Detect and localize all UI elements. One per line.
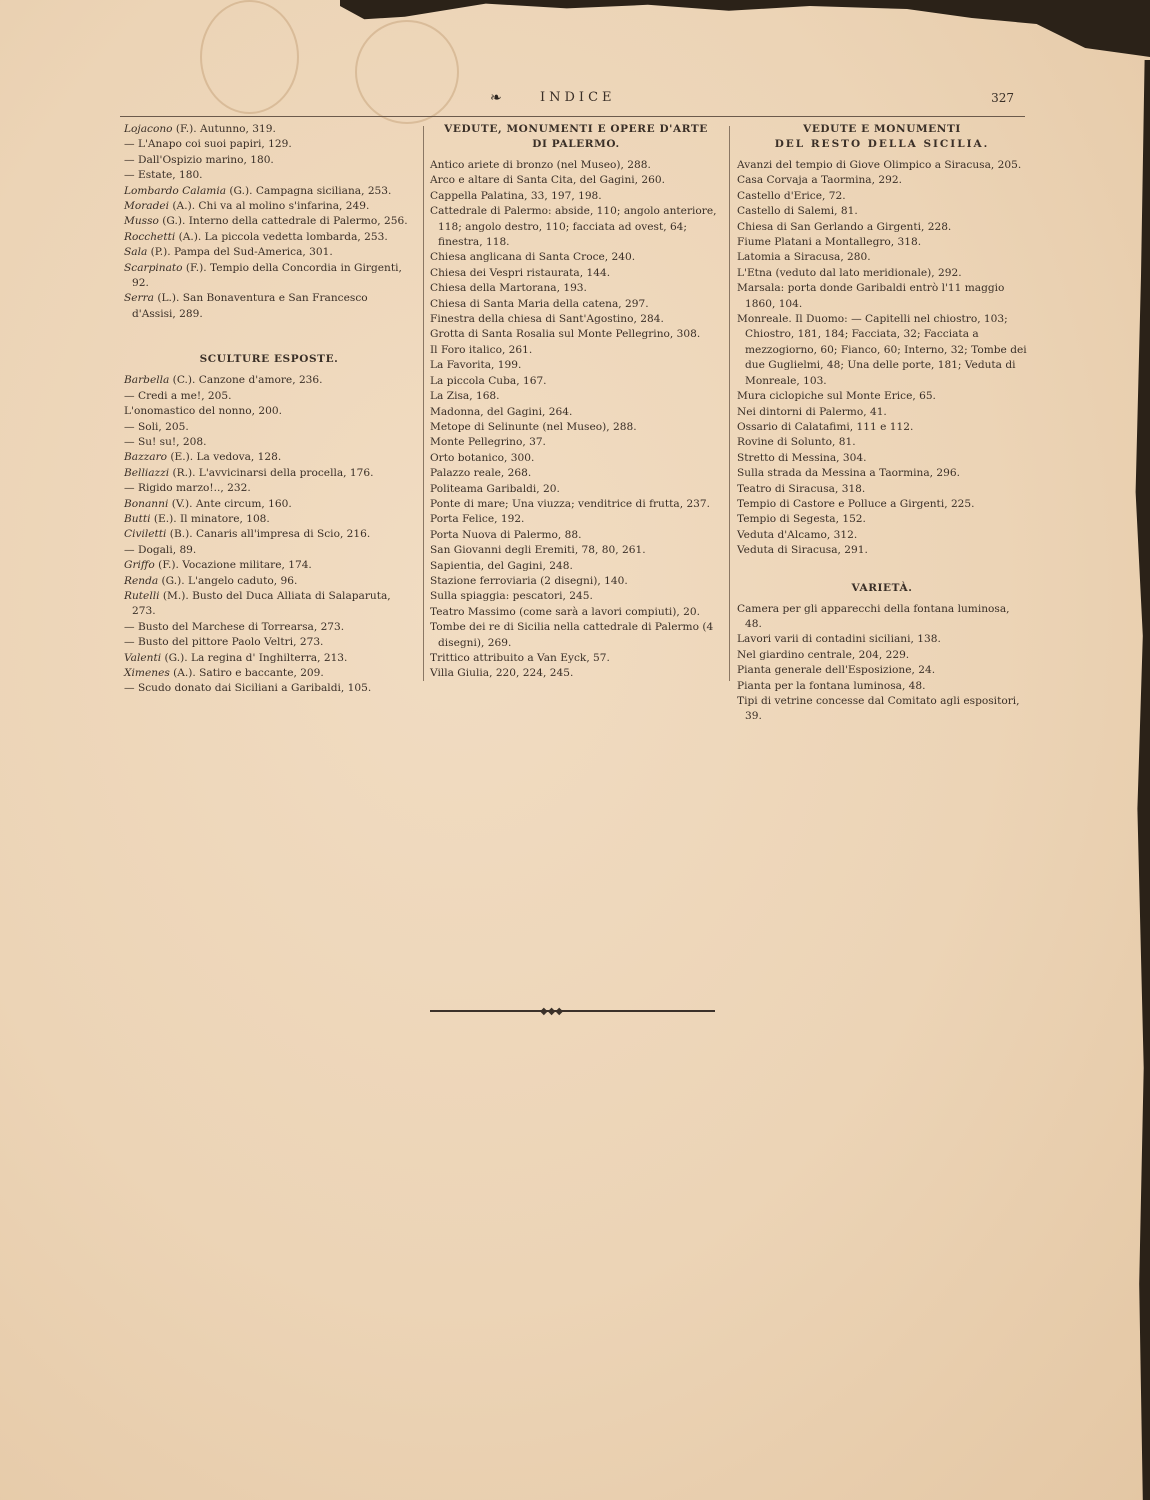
index-entry: Cattedrale di Palermo: abside, 110; angolo anteriore, 118; angolo destro, 110; facciata ad ovest, 64; finestra, 118. [430,205,717,249]
entry-text: (M.). Busto del Duca Alliata di Salaparuta, 273. [132,589,391,618]
index-entry [124,481,414,496]
index-entry [124,291,414,322]
entry-author: Griffo [124,559,155,572]
index-entry: Chiesa anglicana di Santa Croce, 240. [430,251,636,264]
index-entry [124,373,414,388]
index-entry: Ossario di Calatafimi, 111 e 112. [737,420,914,433]
entry-text: (L.). San Bonaventura e San Francesco d'Assisi, 289. [132,292,368,320]
index-entry [124,681,414,696]
index-entry: Castello di Salemi, 81. [737,205,858,218]
column-1 [124,122,414,697]
index-entry: La piccola Cuba, 167. [430,374,547,387]
entry-author: Bonanni [124,497,169,510]
index-entry: La Zisa, 168. [430,390,500,403]
index-entry: Orto botanico, 300. [430,451,535,464]
index-entry: Mura ciclopiche sul Monte Erice, 65. [737,390,936,403]
entry-text: (B.). Canaris all'impresa di Scio, 216. [166,528,371,541]
entry-text: — Scudo donato dai Siciliani a Garibaldi, 105. [124,682,372,695]
index-entry: Trittico attribuito a Van Eyck, 57. [430,652,610,664]
index-entry: Finestra della chiesa di Sant'Agostino, 284. [430,313,664,326]
entry-text: — Su! su!, 208. [124,435,207,448]
index-entry: Camera per gli apparecchi della fontana luminosa, 48. [737,602,1010,630]
entry-text: (G.). La regina d' Inghilterra, 213. [161,651,348,664]
page-number: 327 [991,91,1014,105]
index-entry: Chiesa della Martorana, 193. [430,282,587,295]
index-entry: Monreale. Il Duomo: — Capitelli nel chiostro, 103; Chiostro, 181, 184; Facciata, 32; Facciata a mezzogiorno, 60; Fianco, 60; Interno, 32; Tombe dei due Guglielmi, 48; Una delle porte, 181; Veduta di Monreale, 103. [737,313,1027,387]
index-entry: Sulla spiaggia: pescatori, 245. [430,590,593,603]
index-entry: Madonna, del Gagini, 264. [430,405,573,418]
index-entry [124,245,414,260]
index-entry: Antico ariete di bronzo (nel Museo), 288. [430,159,651,171]
entry-text: — Dogali, 89. [124,543,197,556]
torn-paper-edge-right [1132,60,1150,1500]
page-title: INDICE [540,90,616,105]
index-entry: Cappella Palatina, 33, 197, 198. [430,189,602,202]
index-entry [124,666,414,681]
index-entry: Nei dintorni di Palermo, 41. [737,405,887,418]
entry-text: — L'Anapo coi suoi papiri, 129. [124,138,292,151]
index-entry: Stretto di Messina, 304. [737,451,867,464]
entry-text: — Soli, 205. [124,420,189,433]
index-entry: Arco e altare di Santa Cita, del Gagini, 260. [430,174,665,187]
index-entry [124,466,414,481]
entry-text: (F.). Autunno, 319. [172,123,276,135]
index-entry: Ponte di mare; Una viuzza; venditrice di frutta, 237. [430,497,711,510]
index-entry [124,543,414,558]
entry-text: (F.). Tempio della Concordia in Girgenti, 92. [132,261,402,290]
index-entry: Palazzo reale, 268. [430,467,532,480]
index-entry: Metope di Selinunte (nel Museo), 288. [430,420,637,433]
index-entry [124,420,414,435]
entry-author: Butti [124,512,151,525]
section-heading-sicilia-line2: DEL RESTO DELLA SICILIA. [774,138,990,150]
entry-author: Scarpinato [124,261,183,274]
entry-text: (A.). Satiro e baccante, 209. [169,667,324,679]
index-entry: Lavori varii di contadini siciliani, 138. [737,633,941,646]
index-entry [124,589,414,620]
index-entry [124,512,414,527]
index-entry: Tombe dei re di Sicilia nella cattedrale di Palermo (4 disegni), 269. [430,621,714,649]
index-entry: Porta Felice, 192. [430,513,525,526]
index-entry [124,527,414,542]
entry-author: Sala [124,246,148,259]
index-entry: Teatro di Siracusa, 318. [737,482,866,495]
index-entry [124,389,414,404]
index-entry: Nel giardino centrale, 204, 229. [737,648,910,661]
entry-text: L'onomastico del nonno, 200. [124,405,283,418]
index-entry: Sapientia, del Gagini, 248. [430,559,573,572]
header-rule [120,116,1025,117]
index-entry [124,574,414,589]
index-entry: Teatro Massimo (come sarà a lavori compiuti), 20. [430,605,701,618]
index-entry: Chiesa di Santa Maria della catena, 297. [430,297,649,310]
entry-text: — Rigido marzo!.., 232. [124,482,251,495]
index-entry: Villa Giulia, 220, 224, 245. [430,667,574,680]
index-entry [124,184,414,199]
torn-paper-edge-top [340,0,1150,60]
entry-author: Belliazzi [124,466,170,479]
index-entry: Veduta di Siracusa, 291. [737,544,868,557]
index-entry [124,168,414,183]
index-entry [124,435,414,450]
index-entry [124,558,414,573]
page-header [120,88,1020,110]
index-entry [124,635,414,650]
section-heading-palermo-line2: DI PALERMO. [532,138,620,150]
entry-author: Valenti [124,651,162,664]
index-entry [124,651,414,666]
index-entry [124,214,414,229]
entry-text: — Busto del Marchese di Torrearsa, 273. [124,620,345,633]
index-entry [124,137,414,152]
entry-author: Rutelli [124,589,160,602]
entry-author: Rocchetti [124,230,176,243]
index-entry: Latomia a Siracusa, 280. [737,251,871,264]
index-entry: Pianta per la fontana luminosa, 48. [737,679,926,692]
index-entry: L'Etna (veduto dal lato meridionale), 292. [737,266,962,279]
entry-author: Ximenes [124,667,170,679]
closing-ornament-icon: ◆◆◆ [540,1006,564,1017]
entry-text: — Estate, 180. [124,169,203,182]
entry-text: — Credi a me!, 205. [124,389,232,402]
column-divider [423,126,424,681]
index-entry: Marsala: porta donde Garibaldi entrò l'11 maggio 1860, 104. [737,282,1005,310]
column-2 [430,122,722,682]
section-heading-palermo-line1: VEDUTE, MONUMENTI E OPERE D'ARTE [444,123,708,135]
index-entry: Chiesa dei Vespri ristaurata, 144. [430,266,611,279]
index-entry: San Giovanni degli Eremiti, 78, 80, 261. [430,544,646,557]
index-entry: Il Foro italico, 261. [430,343,533,356]
entry-text: (G.). Campagna siciliana, 253. [226,184,392,197]
entry-text: — Dall'Ospizio marino, 180. [124,153,274,166]
index-entry: Chiesa di San Gerlando a Girgenti, 228. [737,220,952,233]
index-entry: Avanzi del tempio di Giove Olimpico a Siracusa, 205. [737,159,1022,171]
entry-text: (A.). La piccola vedetta lombarda, 253. [175,230,388,243]
index-entry [124,199,414,214]
index-entry: Veduta d'Alcamo, 312. [737,528,858,541]
index-entry: Politeama Garibaldi, 20. [430,482,560,495]
index-entry: Monte Pellegrino, 37. [430,436,546,449]
entry-text: (A.). Chi va al molino s'infarina, 249. [169,200,370,213]
index-entry: Castello d'Erice, 72. [737,189,846,202]
index-entry: Rovine di Solunto, 81. [737,436,856,449]
entry-author: Civiletti [124,528,167,541]
entry-text: (E.). La vedova, 128. [167,451,282,464]
section-heading-sculture: SCULTURE ESPOSTE. [199,353,339,366]
entry-author: Renda [124,574,159,587]
entry-text: (G.). Interno della cattedrale di Palermo, 256. [158,215,408,228]
entry-text: (F.). Vocazione militare, 174. [154,559,312,572]
section-heading-sicilia-line1: VEDUTE E MONUMENTI [803,123,961,135]
index-entry [124,497,414,512]
entry-text: — Busto del pittore Paolo Veltri, 273. [124,636,324,649]
column-divider [729,126,730,681]
entry-text: (V.). Ante circum, 160. [168,497,292,510]
index-entry [124,122,414,137]
entry-author: Lojacono [124,123,173,135]
index-entry [124,404,414,419]
entry-author: Moradei [124,200,170,213]
entry-author: Bazzaro [124,451,168,464]
entry-text: (E.). Il minatore, 108. [150,512,270,525]
entry-author: Musso [124,215,159,228]
entry-text: (P.). Pampa del Sud-America, 301. [147,246,333,259]
entry-author: Barbella [124,374,170,387]
index-entry [124,230,414,245]
printer-ornament-icon: ❧ [490,90,502,106]
entry-author: Lombardo Calamia [124,184,227,197]
entry-text: (C.). Canzone d'amore, 236. [169,374,323,387]
section-heading-varieta: VARIETÀ. [851,581,913,594]
index-entry [124,261,414,292]
index-entry: Porta Nuova di Palermo, 88. [430,528,582,541]
entry-text: (R.). L'avvicinarsi della procella, 176. [169,466,374,479]
closing-rule [430,1010,715,1012]
index-entry: Tempio di Castore e Polluce a Girgenti, 225. [737,497,975,510]
index-entry: Tempio di Segesta, 152. [737,513,866,526]
index-entry: Pianta generale dell'Esposizione, 24. [737,664,936,677]
column-3 [737,122,1027,725]
index-entry: Casa Corvaja a Taormina, 292. [737,174,902,187]
entry-author: Serra [124,292,154,305]
index-entry [124,153,414,168]
index-entry: Sulla strada da Messina a Taormina, 296. [737,467,961,480]
index-entry: Fiume Platani a Montallegro, 318. [737,236,922,249]
index-entry [124,620,414,635]
index-entry: Stazione ferroviaria (2 disegni), 140. [430,574,628,587]
index-entry: Tipi di vetrine concesse dal Comitato agli espositori, 39. [737,695,1020,723]
entry-text: (G.). L'angelo caduto, 96. [158,574,298,587]
index-entry [124,450,414,465]
index-entry: La Favorita, 199. [430,359,522,372]
index-entry: Grotta di Santa Rosalia sul Monte Pellegrino, 308. [430,328,701,341]
